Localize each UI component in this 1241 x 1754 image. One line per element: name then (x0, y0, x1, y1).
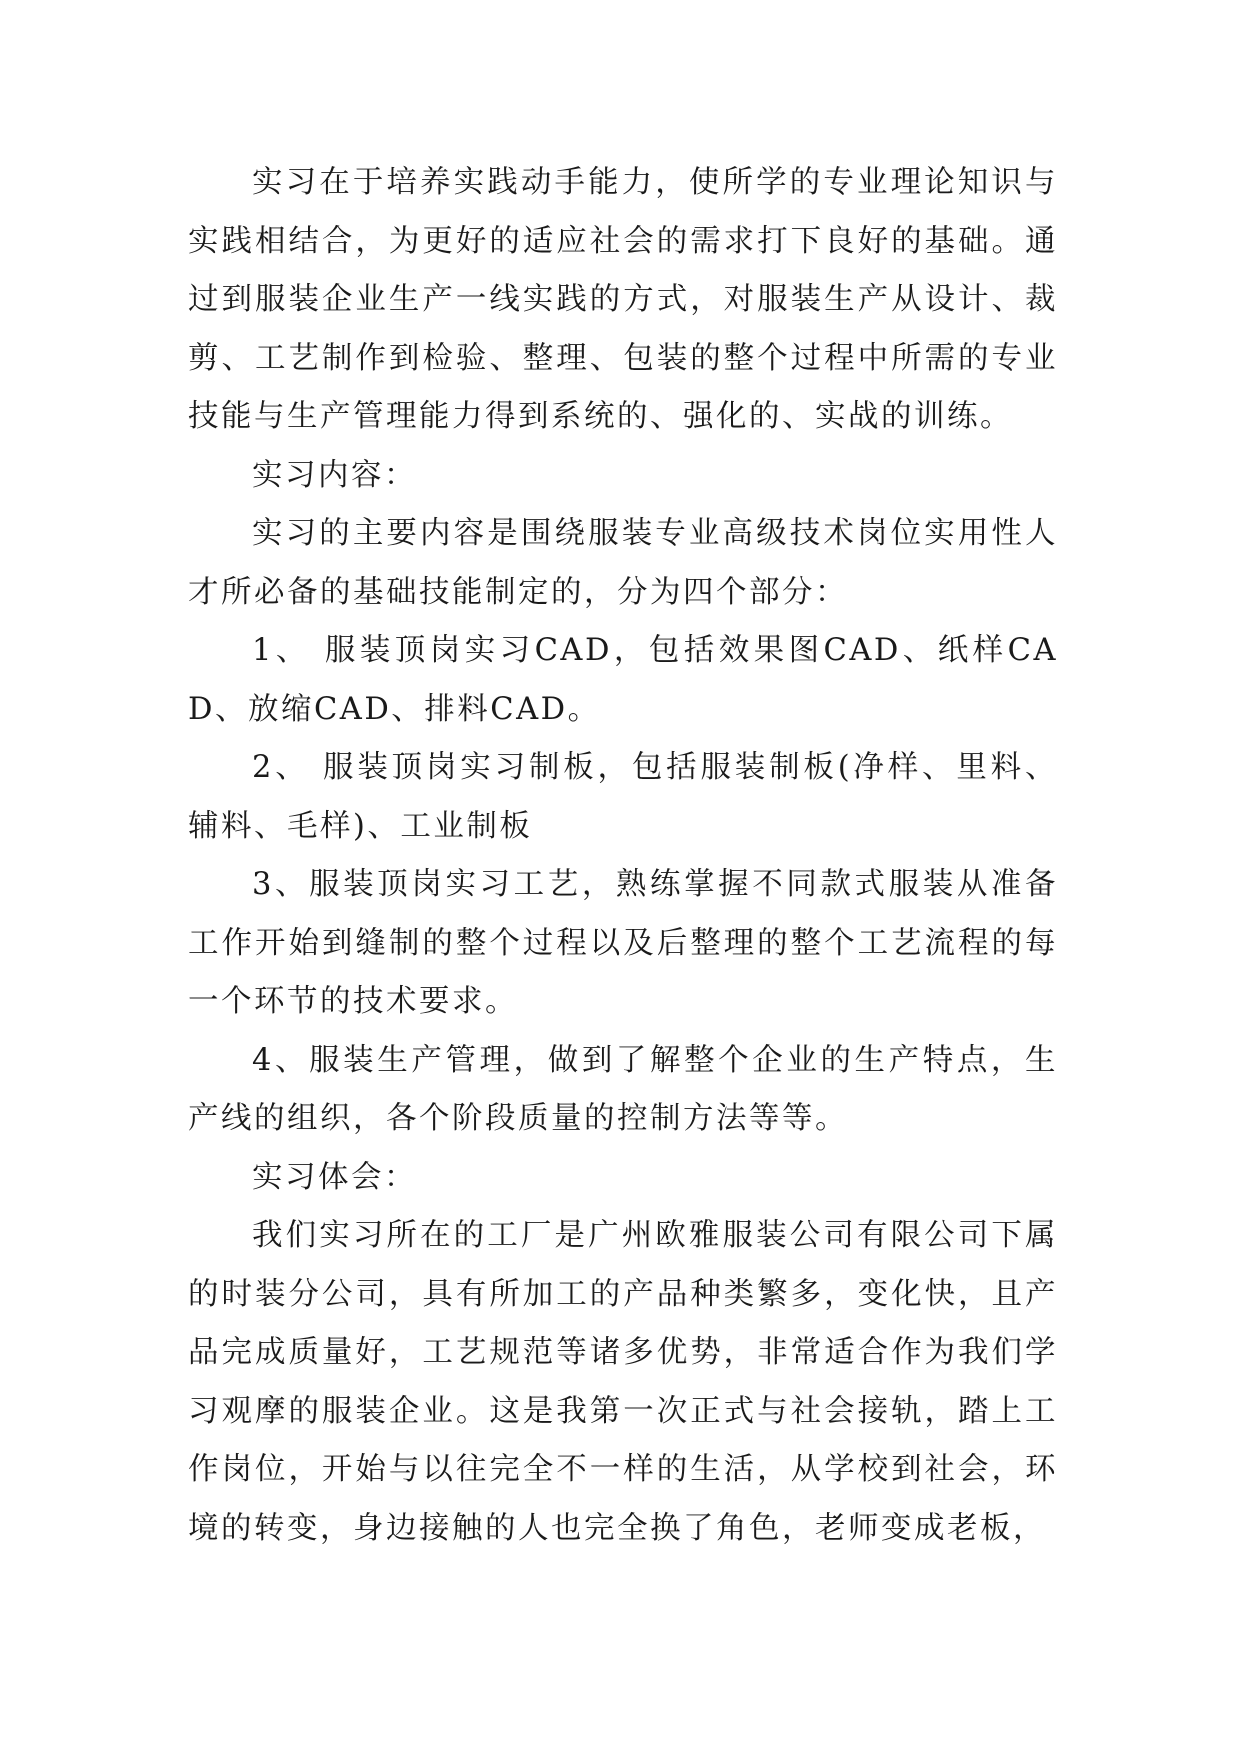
paragraph-experience: 我们实习所在的工厂是广州欧雅服装公司有限公司下属的时装分公司，具有所加工的产品种类繁多，变化快，且产品完成质量好，工艺规范等诸多优势，非常适合作为我们学习观摩的服装企业。这是我第一次正式与社会接轨，踏上工作岗位，开始与以往完全不一样的生活，从学校到社会，环境的转变，身边接触的人也完全换了角色，老师变成老板， (188, 1218, 1058, 1546)
list-item-cad: 1、 服装顶岗实习CAD，包括效果图CAD、纸样CAD、放缩CAD、排料CAD。 (188, 633, 1058, 727)
list-item-pattern: 2、 服装顶岗实习制板，包括服装制板(净样、里料、辅料、毛样)、工业制板 (188, 750, 1058, 844)
heading-content: 实习内容： (252, 457, 417, 493)
heading-experience: 实习体会： (252, 1159, 417, 1195)
document-body (188, 154, 1058, 1558)
list-item-management: 4、服装生产管理，做到了解整个企业的生产特点，生产线的组织，各个阶段质量的控制方法等等。 (188, 1042, 1058, 1136)
list-item-craft: 3、服装顶岗实习工艺，熟练掌握不同款式服装从准备工作开始到缝制的整个过程以及后整理的整个工艺流程的每一个环节的技术要求。 (188, 867, 1058, 1019)
paragraph-content-intro: 实习的主要内容是围绕服装专业高级技术岗位实用性人才所必备的基础技能制定的，分为四个部分： (188, 516, 1058, 610)
paragraph-purpose: 实习在于培养实践动手能力，使所学的专业理论知识与实践相结合，为更好的适应社会的需求打下良好的基础。通过到服装企业生产一线实践的方式，对服装生产从设计、裁剪、工艺制作到检验、整理、包装的整个过程中所需的专业技能与生产管理能力得到系统的、强化的、实战的训练。 (188, 165, 1058, 434)
